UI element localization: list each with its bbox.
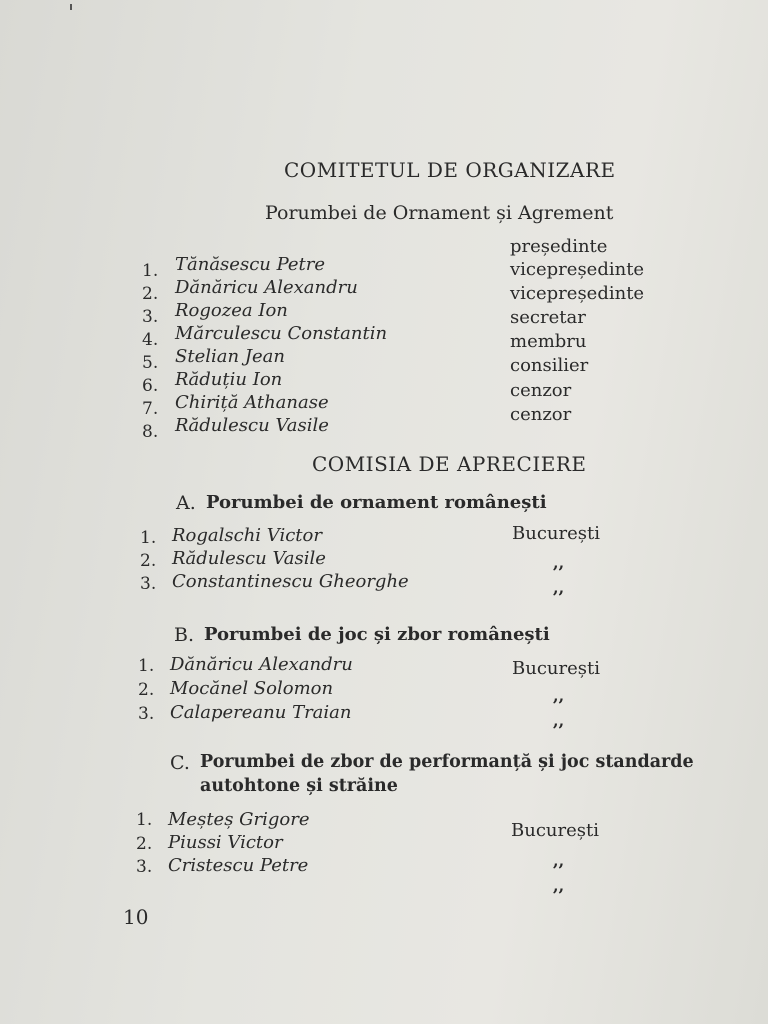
section-letter: C.: [170, 752, 190, 774]
member-role: cenzor: [510, 380, 572, 401]
member-name: Mocănel Solomon: [170, 678, 334, 699]
member-name: Rădulescu Vasile: [172, 548, 326, 569]
member-name: Calapereanu Traian: [170, 702, 352, 723]
member-name: Piussi Victor: [168, 832, 283, 853]
member-number: 4.: [142, 330, 159, 350]
member-number: 1.: [138, 656, 155, 676]
member-name: Dănăricu Alexandru: [170, 654, 353, 675]
member-name: Mărculescu Constantin: [175, 323, 388, 344]
member-number: 3.: [140, 574, 157, 594]
section-title: Porumbei de joc și zbor românești: [204, 624, 550, 645]
member-number: 2.: [140, 551, 157, 571]
member-name: Cristescu Petre: [168, 855, 309, 876]
page-number: 10: [123, 905, 149, 929]
commission-heading: COMISIA DE APRECIERE: [312, 452, 587, 476]
section-title: Porumbei de zbor de performanță și joc standarde: [200, 752, 694, 772]
section-letter: A.: [176, 492, 196, 514]
member-name: Rogozea Ion: [175, 300, 288, 321]
ditto-mark: ,,: [553, 686, 565, 705]
member-number: 3.: [142, 307, 159, 327]
member-role: membru: [510, 331, 587, 352]
ditto-mark: ,,: [553, 553, 565, 572]
section-letter: B.: [174, 624, 195, 646]
member-role: secretar: [510, 307, 586, 328]
ditto-mark: ,,: [553, 711, 565, 730]
member-role: consilier: [510, 355, 589, 376]
member-name: Răduțiu Ion: [175, 369, 283, 390]
member-role: cenzor: [510, 404, 572, 425]
member-number: 6.: [142, 376, 159, 396]
member-number: 7.: [142, 399, 159, 419]
member-name: Dănăricu Alexandru: [175, 277, 358, 298]
member-number: 3.: [136, 857, 153, 877]
member-name: Constantinescu Gheorghe: [172, 571, 409, 592]
member-city: București: [512, 523, 600, 544]
member-role: vicepreședinte: [510, 283, 645, 304]
member-number: 1.: [140, 528, 157, 548]
member-number: 1.: [142, 261, 159, 281]
member-name: Tănăsescu Petre: [175, 254, 326, 275]
member-name: Chiriță Athanase: [175, 392, 329, 413]
member-city: București: [512, 658, 600, 679]
ditto-mark: ,,: [553, 851, 565, 870]
ditto-mark: ,,: [553, 876, 565, 895]
member-number: 8.: [142, 422, 159, 442]
member-number: 5.: [142, 353, 159, 373]
member-role: președinte: [510, 236, 608, 257]
committee-heading: COMITETUL DE ORGANIZARE: [284, 158, 616, 182]
member-name: Meșteș Grigore: [168, 809, 310, 830]
member-city: București: [511, 820, 599, 841]
section-title-continued: autohtone și străine: [200, 776, 398, 796]
committee-subheading: Porumbei de Ornament și Agrement: [265, 202, 614, 224]
member-role: vicepreședinte: [510, 259, 645, 280]
member-number: 1.: [136, 810, 153, 830]
member-name: Rogalschi Victor: [172, 525, 322, 546]
member-number: 2.: [136, 834, 153, 854]
section-title: Porumbei de ornament românești: [206, 492, 547, 513]
print-mark: [70, 4, 72, 10]
member-number: 2.: [142, 284, 159, 304]
ditto-mark: ,,: [553, 578, 565, 597]
member-number: 2.: [138, 680, 155, 700]
member-name: Stelian Jean: [175, 346, 285, 367]
member-name: Rădulescu Vasile: [175, 415, 329, 436]
member-number: 3.: [138, 704, 155, 724]
